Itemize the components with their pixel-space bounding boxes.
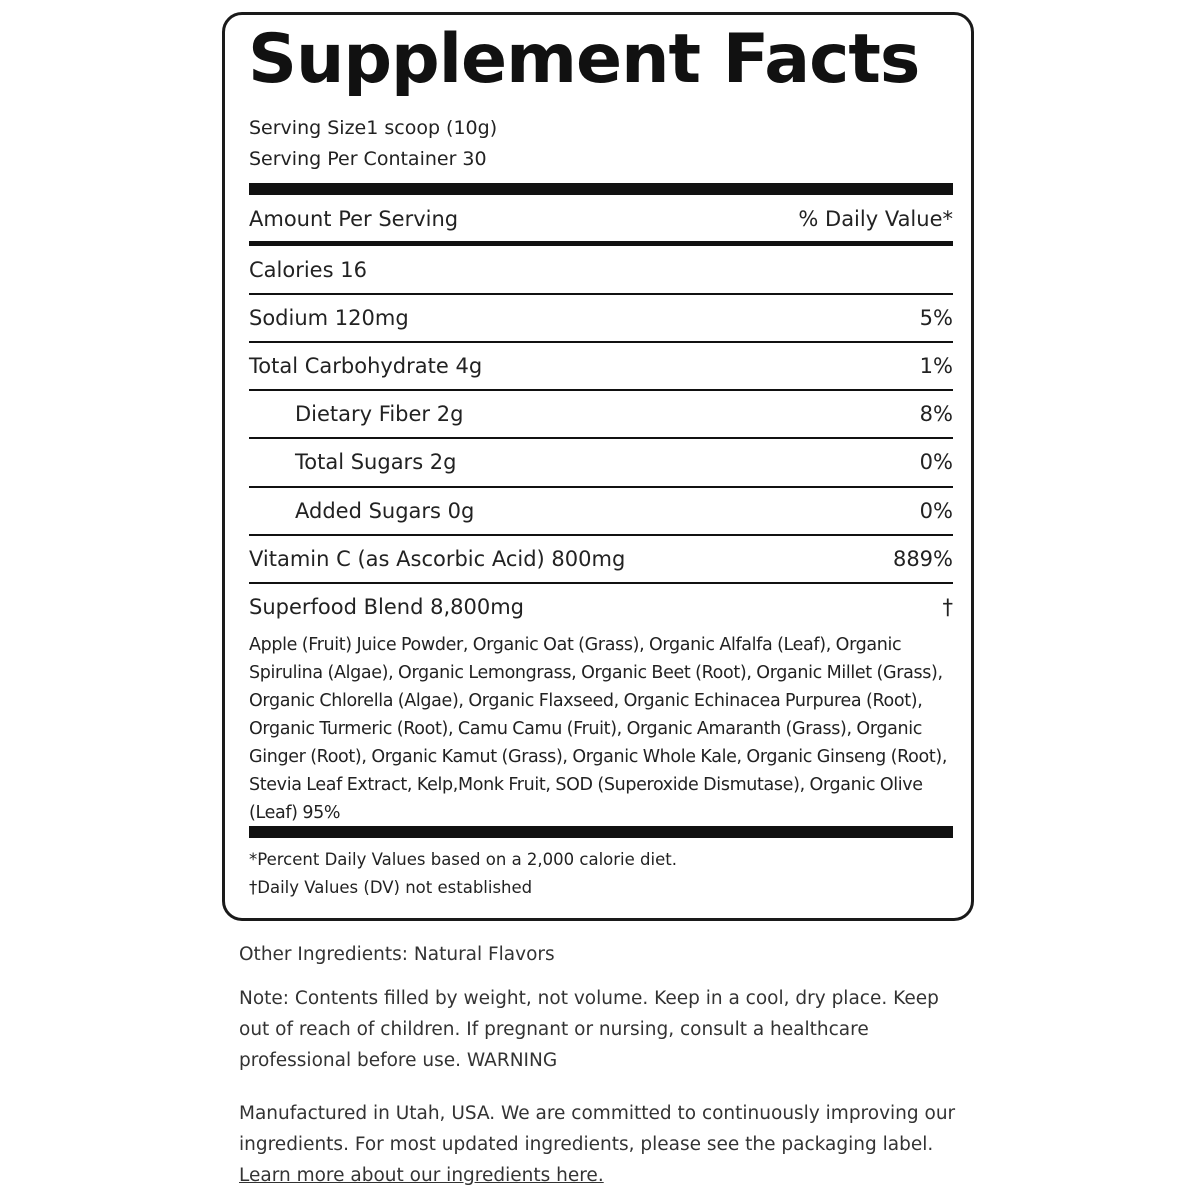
nutrient-dv: 1% [919, 354, 953, 378]
serving-size: Serving Size1 scoop (10g) [249, 117, 498, 139]
nutrient-name: Added Sugars 0g [295, 499, 475, 523]
blend-ingredients: Apple (Fruit) Juice Powder, Organic Oat (Grass), Organic Alfalfa (Leaf), Organic Spirulina (Algae), Organic Lemongrass, Organic Beet (Root), Organic Millet (Grass), Organic Chlorella (Algae), Organic Flaxseed, Organic Echinacea Purpurea (Root), Organic Turmeric (Root), Camu Camu (Fruit), Organic Amaranth (Grass), Organic Ginger (Root), Organic Kamut (Grass), Organic Whole Kale, Organic Ginseng (Root), Stevia Leaf Extract, Kelp,Monk Fruit, SOD (Superoxide Dismutase), Organic Olive (Leaf) 95% [249, 635, 948, 823]
amount-per-serving-label: Amount Per Serving [249, 207, 459, 231]
nutrient-name: Total Carbohydrate 4g [249, 354, 483, 378]
row-divider [249, 486, 953, 488]
thick-divider [249, 826, 953, 838]
nutrient-row-dietary-fiber [249, 397, 953, 431]
servings-per-container: Serving Per Container 30 [249, 148, 487, 170]
nutrient-row-added-sugars [249, 494, 953, 528]
amount-header-row [249, 202, 953, 236]
nutrient-name: Dietary Fiber 2g [295, 402, 464, 426]
nutrient-dv: 0% [919, 499, 953, 523]
nutrient-row-vitamin-c [249, 542, 953, 576]
medium-divider [249, 241, 953, 246]
nutrient-dv: 8% [919, 402, 953, 426]
row-divider [249, 437, 953, 439]
panel-title: Supplement Facts [248, 20, 920, 99]
daily-value-label: % Daily Value* [798, 207, 953, 231]
footnote-dv-not-established: †Daily Values (DV) not established [249, 878, 533, 897]
row-divider [249, 582, 953, 584]
nutrient-name: Total Sugars 2g [295, 450, 457, 474]
nutrient-dv: 0% [919, 450, 953, 474]
nutrient-dv: 5% [919, 306, 953, 330]
other-ingredients: Other Ingredients: Natural Flavors [239, 944, 555, 965]
nutrient-dv: † [942, 595, 953, 619]
ingredients-link[interactable]: Learn more about our ingredients here. [239, 1165, 604, 1186]
manufactured-text: Manufactured in Utah, USA. We are committed to continuously improving our ingredients. For most updated ingredients, please see the packaging label. [239, 1103, 956, 1155]
nutrient-row-carbohydrate [249, 349, 953, 383]
row-divider [249, 341, 953, 343]
nutrient-dv: 889% [892, 547, 953, 571]
row-divider [249, 293, 953, 295]
nutrient-row-calories [249, 253, 953, 287]
manufactured-note [239, 1098, 959, 1191]
note-text: Note: Contents filled by weight, not volume. Keep in a cool, dry place. Keep out of reach of children. If pregnant or nursing, consult a healthcare professional before use. WARNING [239, 988, 939, 1071]
nutrient-name: Calories 16 [249, 258, 367, 282]
row-divider [249, 534, 953, 536]
row-divider [249, 389, 953, 391]
footnote-daily-values: *Percent Daily Values based on a 2,000 calorie diet. [249, 850, 677, 869]
nutrient-name: Vitamin C (as Ascorbic Acid) 800mg [249, 547, 626, 571]
nutrient-name: Superfood Blend 8,800mg [249, 595, 524, 619]
nutrient-row-superfood-blend [249, 590, 953, 624]
nutrient-row-total-sugars [249, 445, 953, 479]
thick-divider [249, 183, 953, 195]
nutrient-name: Sodium 120mg [249, 306, 409, 330]
nutrient-row-sodium [249, 301, 953, 335]
